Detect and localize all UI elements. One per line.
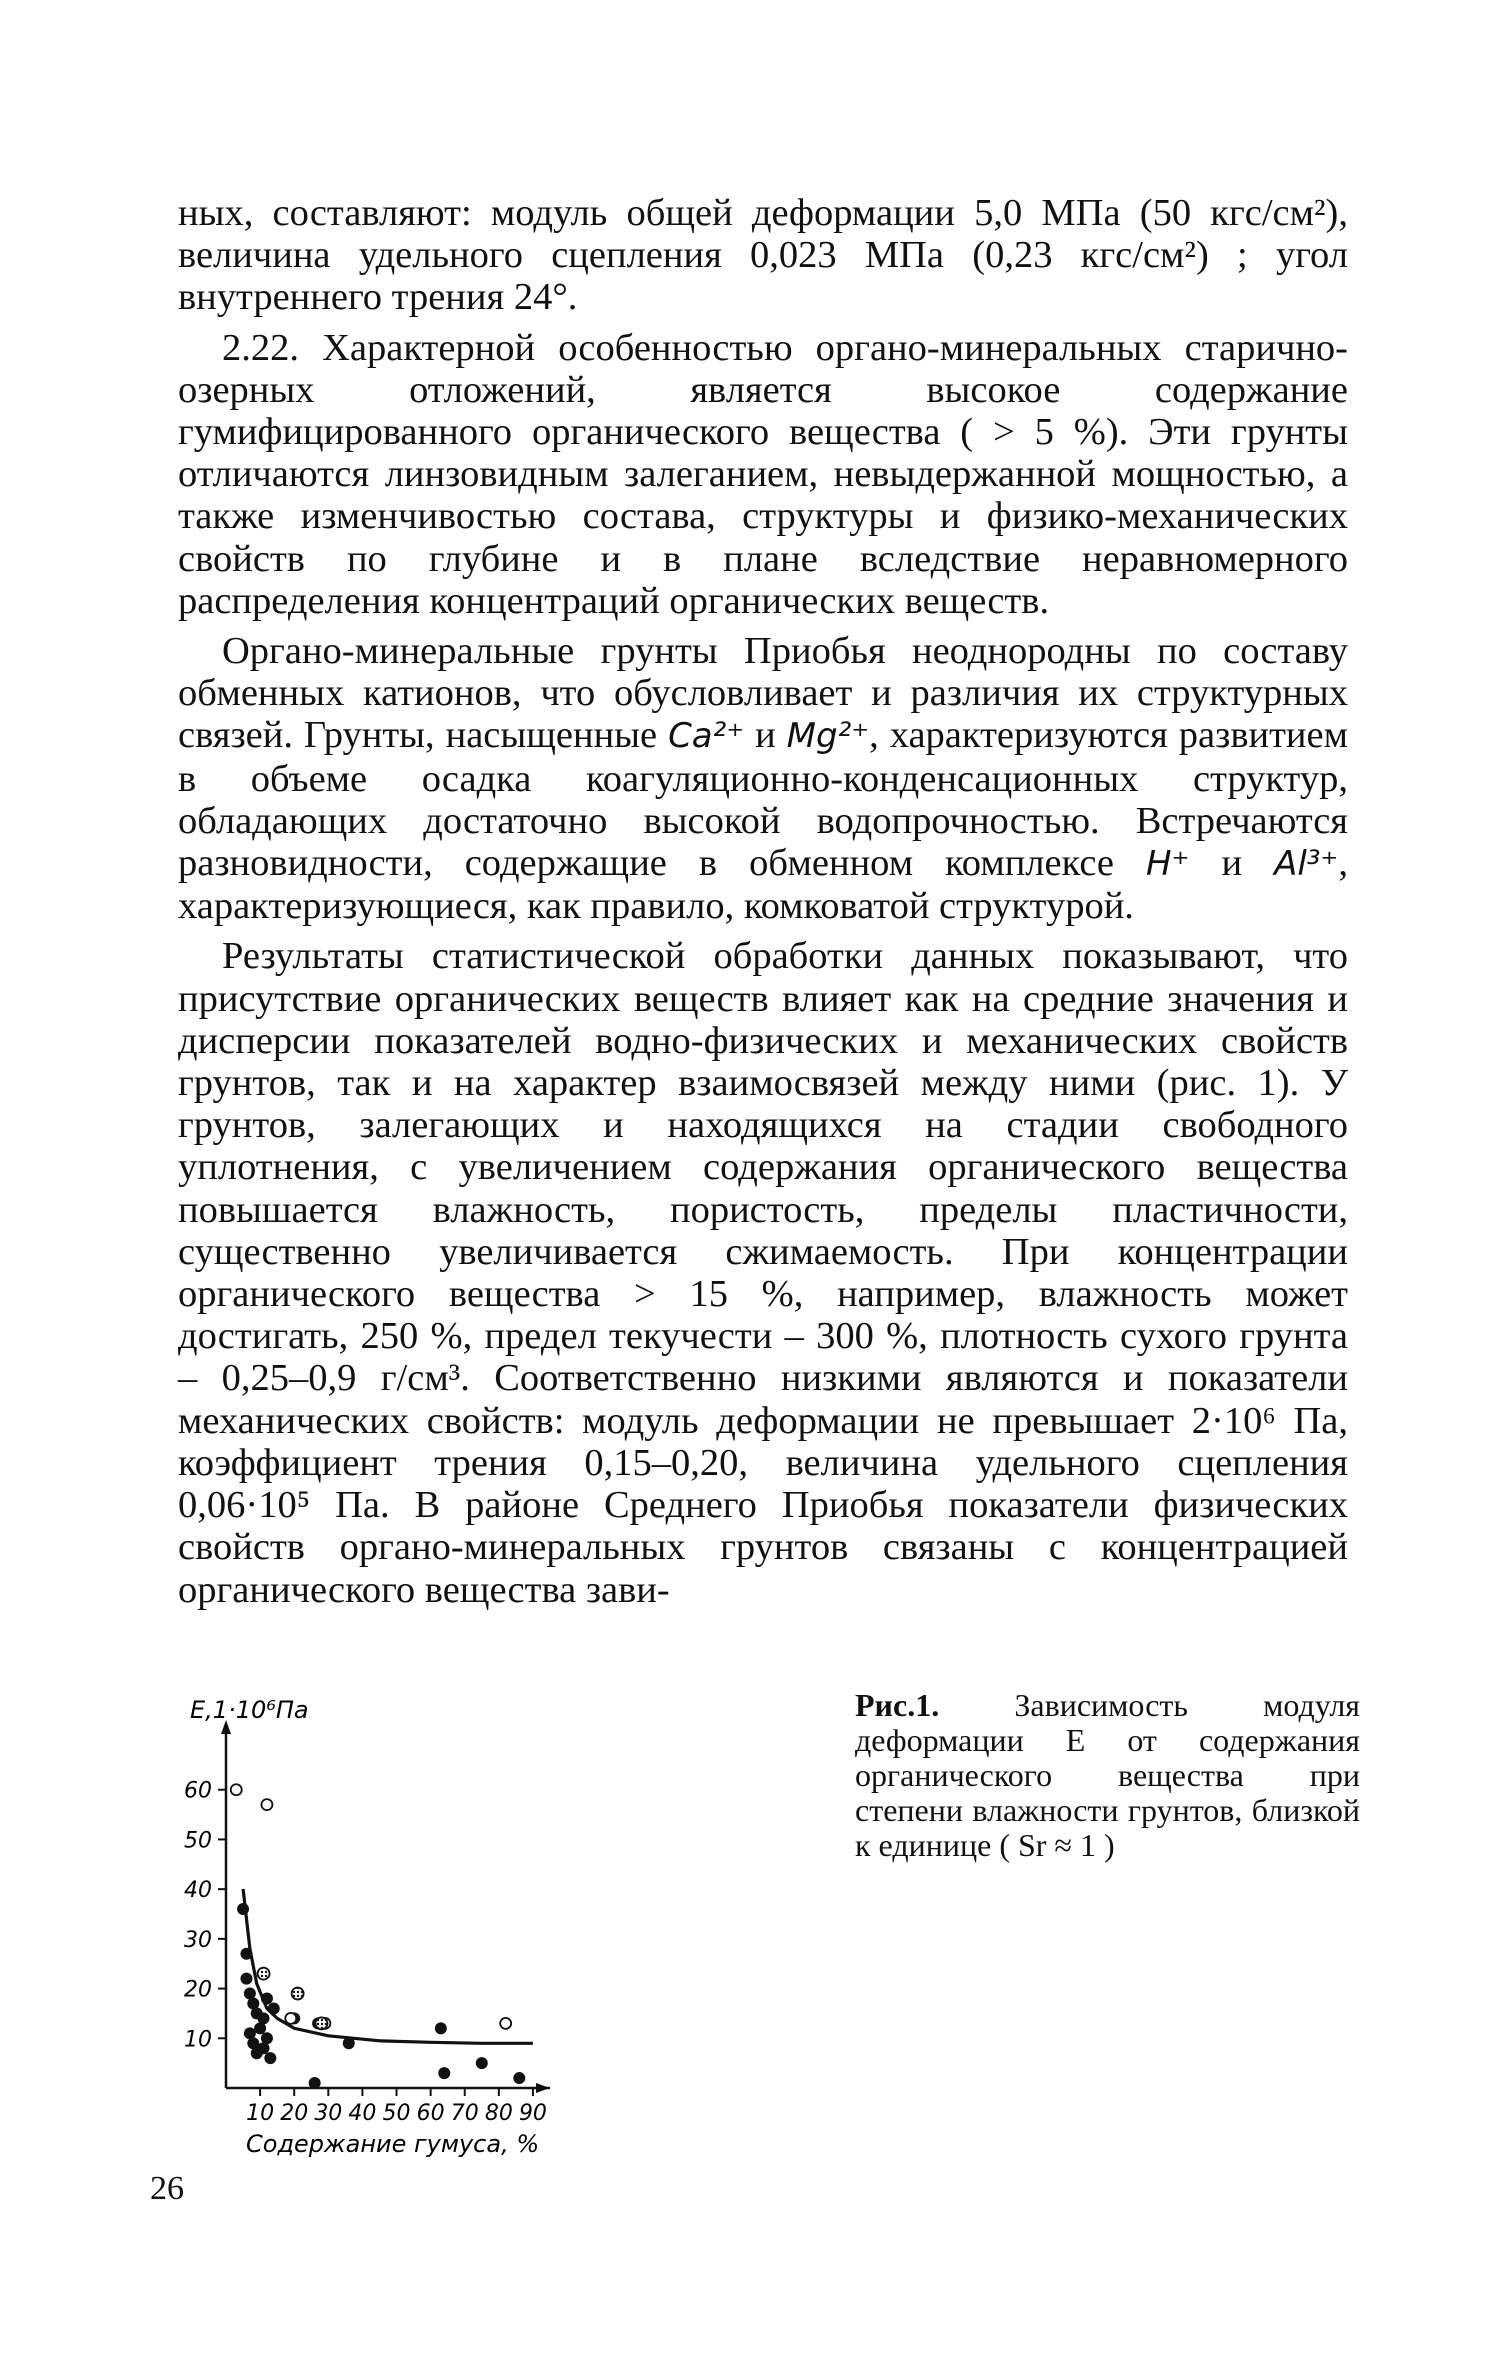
conjunction-and: и [744,714,787,757]
data-point-hatched [315,2017,327,2029]
y-tick-label: 40 [184,1878,212,1904]
data-point-filled [476,2057,488,2069]
paragraph-1: ных, составляют: модуль общей деформации 5,0 МПа (50 кгс/см²), величина удельного сцепления 0,023 МПа (0,23 кгс/см²) ; угол внутреннего трения 24°. [178,192,1348,319]
x-tick-label: 10 [246,2101,275,2126]
data-point-filled [268,2002,280,2014]
paragraph-2: 2.22. Характерной особенностью органо-минеральных старично-озерных отложений, является высокое содержание гумифицированного органического вещества ( > 5 %). Эти грунты отличаются линзовидным залеганием, невыдержанной мощностью, а также изменчивостью состава, структуры и физико-механических свойств по глубине и в плане вследствие неравномерного распределения концентраций органических веществ. [178,326,1348,622]
y-axis-label: E,1·10⁶Па [190,1696,309,1724]
data-point-filled [513,2072,525,2084]
data-point-filled [258,2012,270,2024]
data-point-open [231,1784,242,1795]
hydrogen-ion: H⁺ [1145,844,1190,885]
data-point-filled [438,2067,450,2079]
figure-caption [855,1688,1360,1863]
data-point-filled [237,1903,249,1915]
calcium-ion: Ca²⁺ [668,716,745,757]
paragraph-3-part-c: , характеризующиеся, как правило, комковатой структурой. [178,842,1348,928]
caption-label: Рис.1. [855,1687,940,1723]
caption-text: Зависимость модуля деформации E от содержания органического вещества при степени влажности грунтов, близкой к единице ( Sr ≈ 1 ) [855,1687,1361,1863]
y-tick-label: 20 [184,1977,212,2003]
x-tick-label: 90 [518,2101,547,2126]
body-text [178,192,1348,1611]
data-point-filled [435,2022,447,2034]
y-tick-label: 60 [184,1778,212,1804]
data-point-hatched [258,1968,270,1980]
magnesium-ion: Mg²⁺ [786,716,870,757]
data-point-open [261,1799,272,1810]
x-tick-label: 50 [382,2101,411,2126]
paragraph-3-part-a: Органо-минеральные грунты Приобья неоднородны по составу обменных катионов, что обусловливает и различия их структурных связей. Грунты, насыщенные [178,630,1348,757]
x-tick-label: 70 [450,2101,479,2126]
y-tick-label: 50 [184,1828,212,1854]
data-point-open [285,2013,296,2024]
data-point-filled [261,1993,273,2005]
data-point-filled [240,1973,252,1985]
conjunction-and-2: и [1189,842,1275,885]
paragraph-4: Результаты статистической обработки данных показывают, что присутствие органических веществ влияет как на средние значения и дисперсии показателей водно-физических и механических свойств грунтов, так и на характер взаимосвязей между ними (рис. 1). У грунтов, залегающих и находящихся на стадии свободного уплотнения, с увеличением содержания органического вещества повышается влажность, пористость, пределы пластичности, существенно увеличивается сжимаемость. При концентрации органического вещества > 15 %, например, влажность может достигать, 250 %, предел текучести – 300 %, плотность сухого грунта – 0,25–0,9 г/см³. Соответственно низкими являются и показатели механических свойств: модуль деформации не превышает 2·10⁶ Па, коэффициент трения 0,15–0,20, величина удельного сцепления 0,06·10⁵ Па. В районе Среднего Приобья показатели физических свойств органо-минеральных грунтов связаны с концентрацией органического вещества зави- [178,935,1348,1611]
x-tick-label: 30 [314,2101,343,2126]
data-point-open [500,2018,511,2029]
x-tick-label: 60 [416,2101,445,2126]
aluminium-ion: Al³⁺ [1274,844,1339,885]
data-point-filled [261,2032,273,2044]
data-point-hatched [292,1988,304,2000]
x-tick-label: 40 [348,2101,377,2126]
data-point-filled [240,1948,252,1960]
x-tick-label: 20 [280,2101,309,2126]
data-point-filled [343,2037,355,2049]
page-number: 26 [150,2170,184,2207]
paragraph-3-part-b: , характеризуются развитием в объеме осадка коагуляционно-конденсационных структур, обладающих достаточно высокой водопрочностью. Встречаются разновидности, содержащие в обменном комплексе [178,714,1348,885]
data-point-filled [264,2052,276,2064]
y-tick-label: 10 [184,2027,212,2053]
figure-1-scatter-chart [160,1690,820,2160]
x-tick-label: 80 [484,2101,513,2126]
x-axis-label: Содержание гумуса, % [246,2130,540,2158]
paragraph-3 [178,630,1348,927]
y-tick-label: 30 [184,1927,212,1953]
data-point-filled [309,2077,321,2089]
x-axis-arrow [536,2083,550,2093]
